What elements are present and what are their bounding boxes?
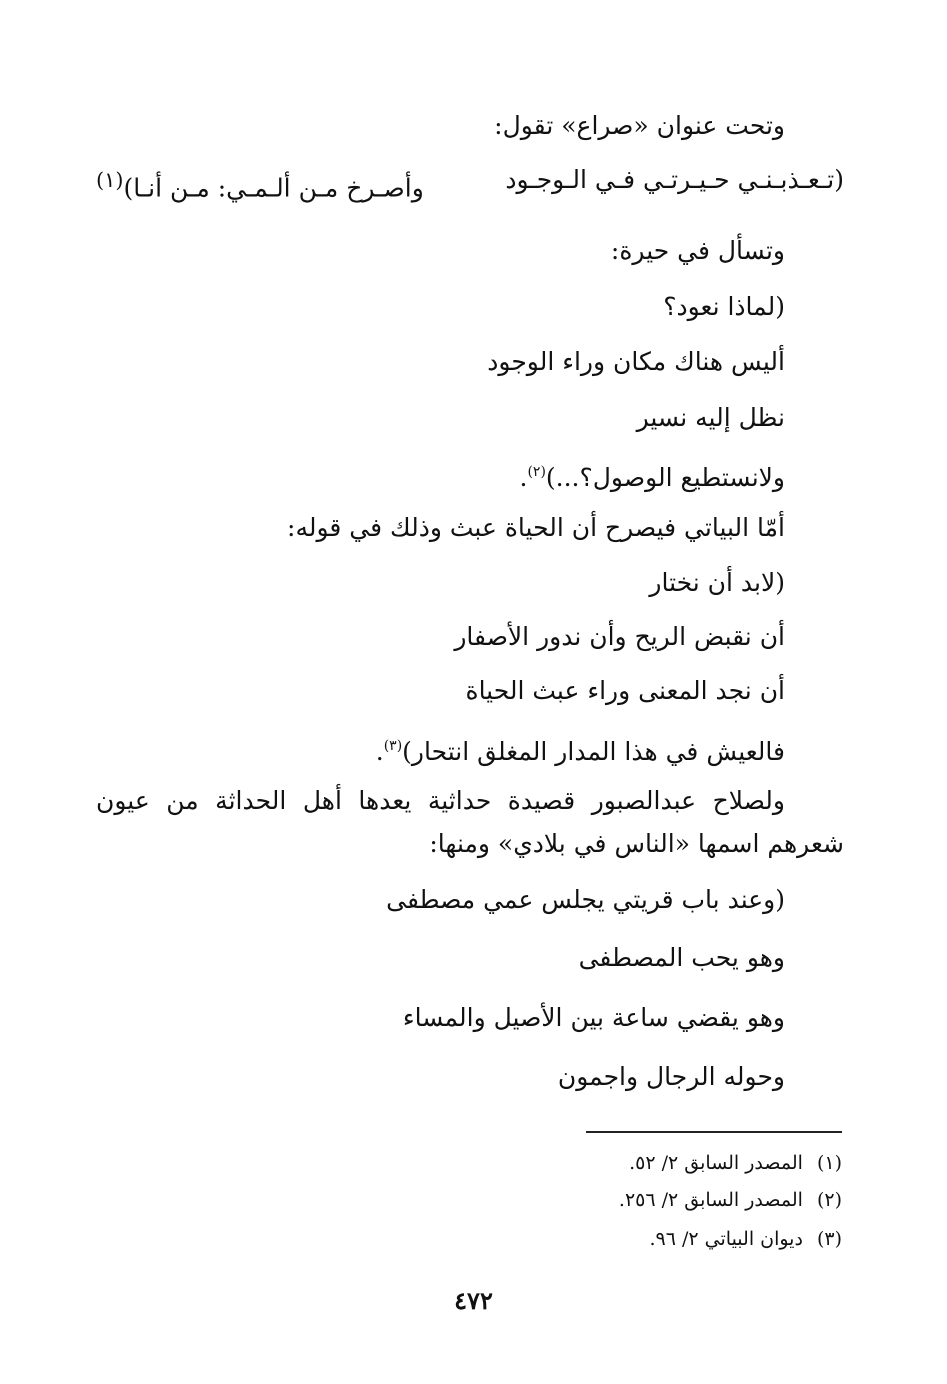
verse-second-hemistich-text: وأصـرخ مـن ألـمـي: مـن أنـا) bbox=[123, 173, 424, 203]
verse-line bbox=[96, 160, 844, 203]
footnote-number: (٣) bbox=[816, 1228, 842, 1250]
footnote-ref: (١) bbox=[96, 168, 124, 192]
poem-line: أن نقبض الريح وأن ندور الأصفار bbox=[454, 622, 785, 651]
poem-line bbox=[519, 452, 785, 498]
text-line: وتحت عنوان «صراع» تقول: bbox=[494, 111, 785, 140]
poem-line-end: . bbox=[375, 737, 384, 766]
footnote bbox=[649, 1224, 842, 1254]
text-line: وتسأل في حيرة: bbox=[610, 236, 785, 265]
poem-line: (لماذا نعود؟ bbox=[663, 292, 785, 321]
footnote-number: (٢) bbox=[816, 1189, 842, 1211]
poem-line: أليس هناك مكان وراء الوجود bbox=[487, 347, 785, 376]
verse-second-hemistich bbox=[96, 160, 424, 208]
poem-line: نظل إليه نسير bbox=[636, 403, 785, 432]
text-line: أمّا البياتي فيصرح أن الحياة عبث وذلك في قوله: bbox=[287, 513, 785, 542]
footnote-text: ديوان البياتي ٢/ ٩٦. bbox=[649, 1228, 803, 1250]
text-line: شعرهم اسمها «الناس في بلادي» ومنها: bbox=[429, 829, 844, 858]
poem-line: وحوله الرجال واجمون bbox=[557, 1062, 785, 1091]
poem-line: أن نجد المعنى وراء عبث الحياة bbox=[465, 676, 785, 705]
footnote bbox=[629, 1148, 842, 1178]
footnote-text: المصدر السابق ٢/ ٥٢. bbox=[629, 1152, 803, 1174]
footnote-divider bbox=[586, 1131, 842, 1133]
text-line: ولصلاح عبدالصبور قصيدة حداثية يعدها أهل الحداثة من عيون bbox=[96, 786, 785, 815]
footnote-text: المصدر السابق ٢/ ٢٥٦. bbox=[618, 1189, 803, 1211]
footnote-number: (١) bbox=[816, 1152, 842, 1174]
poem-line: وهو يقضي ساعة بين الأصيل والمساء bbox=[402, 1003, 785, 1032]
poem-line bbox=[376, 726, 785, 772]
poem-line: (لابد أن نختار bbox=[649, 568, 785, 597]
poem-line-text: ولانستطيع الوصول؟...) bbox=[545, 463, 785, 492]
poem-line: (وعند باب قريتي يجلس عمي مصطفى bbox=[386, 885, 785, 914]
poem-line-end: . bbox=[519, 463, 528, 492]
footnote-ref: (٣) bbox=[383, 738, 403, 754]
verse-first-hemistich: (تـعـذبـنـي حـيـرتـي فـي الـوجـود bbox=[505, 165, 844, 194]
footnote-ref: (٢) bbox=[527, 464, 546, 480]
poem-line-text: فالعيش في هذا المدار المغلق انتحار) bbox=[402, 737, 785, 766]
page-number: ٤٧٢ bbox=[454, 1286, 493, 1315]
footnote bbox=[619, 1185, 842, 1215]
poem-line: وهو يحب المصطفى bbox=[578, 943, 785, 972]
